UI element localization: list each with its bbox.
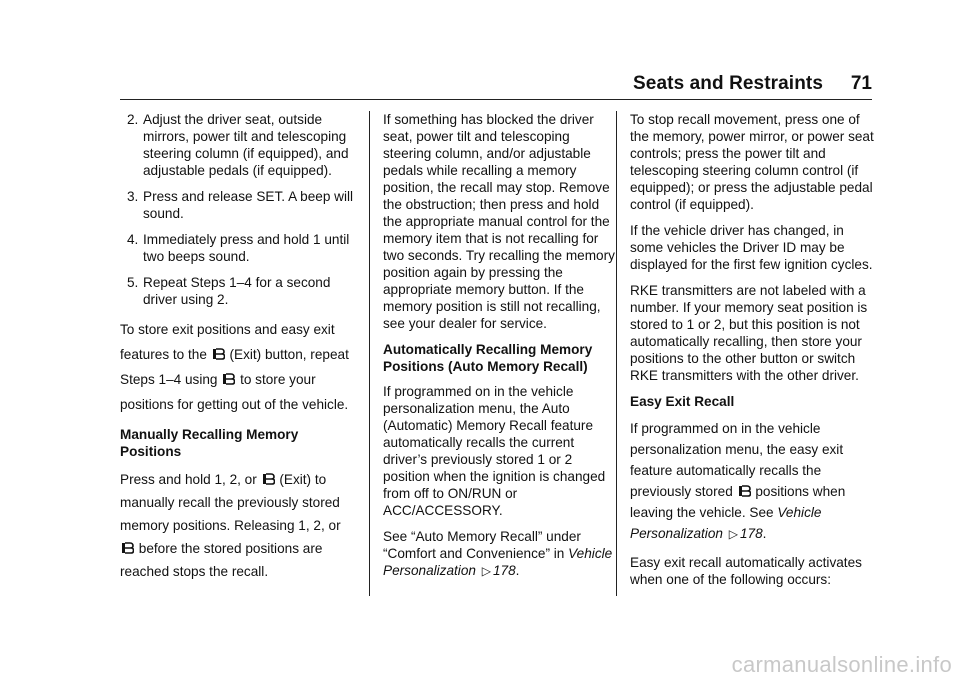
- store-exit-paragraph: [120, 317, 356, 417]
- text-run: To store exit positions and easy exit features to the: [120, 322, 335, 362]
- seat-exit-icon: [738, 485, 751, 497]
- stop-recall-paragraph: To stop recall movement, press one of the memory, power mirror, or power seat controls; press the power tilt and telescoping steering column control (if equipped); or press the adjustable pedal control (if equipped).: [630, 112, 874, 212]
- page-ref-number[interactable]: 178: [492, 563, 516, 578]
- page-ref-arrow-icon: ▷: [481, 564, 491, 578]
- text-run: before the stored positions are reached stops the recall.: [120, 541, 323, 579]
- list-item: [120, 274, 356, 308]
- step-text: Repeat Steps 1–4 for a second driver using 2.: [143, 275, 331, 307]
- step-text: Immediately press and hold 1 until two beeps sound.: [143, 232, 350, 264]
- text-run: .: [762, 526, 767, 541]
- page-header-title: Seats and Restraints: [633, 73, 823, 94]
- list-item: [120, 188, 356, 222]
- seat-exit-icon: [121, 542, 134, 554]
- page-ref-number[interactable]: 178: [739, 526, 763, 541]
- step-text: Adjust the driver seat, outside mirrors, power tilt and telescoping steering column (if equipped), and adjustable pedals (if equipped).: [143, 112, 349, 178]
- step-number: 4.: [127, 232, 139, 247]
- list-item: [120, 111, 356, 179]
- blocked-paragraph: If something has blocked the driver seat, power tilt and telescoping steering column, and/or adjustable pedals while recalling a memory position, the recall may stop. Remove the obstruction; then press and hold the appropriate manual control for the memory item that is not recalling for two seconds. Try recalling the memory position again by pressing the appropriate memory button. If the memory position is still not recalling, see your dealer for service.: [383, 112, 615, 331]
- auto-exit-paragraph: Easy exit recall automatically activates when one of the following occurs:: [630, 555, 862, 587]
- step-list: [120, 111, 356, 308]
- step-number: 5.: [127, 275, 139, 290]
- text-run: See “Auto Memory Recall” under “Comfort and Convenience” in: [383, 529, 581, 561]
- list-item: [120, 231, 356, 265]
- header-rule: [120, 99, 872, 100]
- column-divider: [369, 111, 370, 596]
- step-text: Press and release SET. A beep will sound.: [143, 189, 354, 221]
- auto-recall-paragraph: If programmed on in the vehicle personalization menu, the Auto (Automatic) Memory Recall feature automatically recalls the current driver’s previously stored 1 or 2 position when the ignition is changed from off to ON/RUN or ACC/ACCESSORY.: [383, 384, 606, 518]
- text-run: positions when leaving the vehicle. See: [630, 484, 846, 520]
- text-run: Press and hold 1, 2, or: [120, 472, 257, 487]
- cross-reference-link[interactable]: Vehicle Personalization: [630, 505, 822, 541]
- step-number: 3.: [127, 189, 139, 204]
- text-column-2: [383, 111, 619, 589]
- watermark: carmanualsonline.info: [731, 652, 952, 677]
- step-number: 2.: [127, 112, 139, 127]
- section-heading: Easy Exit Recall: [630, 394, 735, 409]
- text-column-1: [120, 111, 356, 592]
- see-reference-paragraph: [383, 528, 619, 580]
- text-run: (Exit) to manually recall the previously stored memory positions. Releasing 1, 2, or: [120, 472, 341, 533]
- text-run: to store your positions for getting out of the vehicle.: [120, 372, 349, 412]
- section-heading: Automatically Recalling Memory Positions (Auto Memory Recall): [383, 342, 593, 374]
- page-number: 71: [850, 73, 872, 94]
- rke-paragraph: RKE transmitters are not labeled with a number. If your memory seat position is stored to 1 or 2, but this position is not automatically recalling, then store your positions to the other button or switch RKE transmitters with the other driver.: [630, 283, 868, 383]
- seat-exit-icon: [212, 348, 225, 360]
- text-run: .: [515, 563, 520, 578]
- text-column-3: [630, 111, 876, 597]
- page-ref-arrow-icon: ▷: [728, 527, 738, 541]
- easy-exit-paragraph: [630, 418, 876, 545]
- cross-reference-link[interactable]: Vehicle Personalization: [383, 546, 613, 578]
- text-run: If programmed on in the vehicle personalization menu, the easy exit feature automatically recalls the previously stored: [630, 421, 844, 499]
- seat-exit-icon: [222, 373, 235, 385]
- manual-recall-paragraph: [120, 468, 356, 583]
- driver-change-paragraph: If the vehicle driver has changed, in some vehicles the Driver ID may be displayed for the first few ignition cycles.: [630, 223, 873, 272]
- section-heading: Manually Recalling Memory Positions: [120, 427, 299, 459]
- text-run: (Exit) button, repeat Steps 1–4 using: [120, 347, 349, 387]
- seat-exit-icon: [262, 473, 275, 485]
